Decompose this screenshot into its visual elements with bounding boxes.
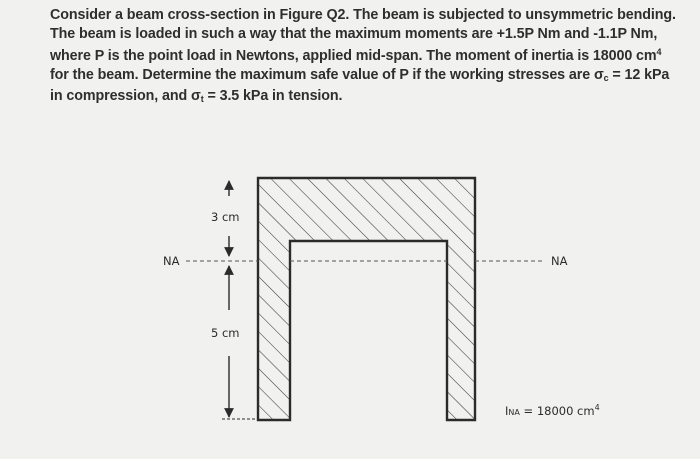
inertia-exponent: 4	[594, 403, 600, 412]
na-label-right: NA	[551, 254, 568, 268]
problem-line-2: The beam is loaded in such a way that the maximum moments are +1.5P Nm and -1.1P Nm,	[50, 25, 658, 42]
inertia-subscript: NA	[508, 408, 520, 417]
inertia-symbol: I	[505, 404, 509, 418]
dimension-label-5cm: 5 cm	[211, 326, 240, 340]
sigma-c-subscript: c	[603, 72, 609, 83]
problem-line-5-text: in compression, and σ	[50, 88, 201, 105]
sigma-t-subscript: t	[200, 94, 204, 105]
dimension-label-3cm: 3 cm	[211, 210, 240, 224]
problem-line-3-text: where P is the point load in Newtons, applied mid-span. The moment of inertia is 18000 cm	[50, 48, 657, 65]
problem-line-4-text: for the beam. Determine the maximum safe value of P if the working stresses are σ	[50, 66, 604, 83]
beam-section-shape	[258, 178, 475, 420]
problem-line-4-tail: = 12 kPa	[608, 66, 670, 83]
problem-line-5-tail: = 3.5 kPa in tension.	[203, 88, 343, 105]
exponent-4: 4	[656, 47, 662, 58]
na-label-left: NA	[163, 254, 180, 268]
problem-line-1: Consider a beam cross-section in Figure Q2. The beam is subjected to unsymmetric bending.	[50, 7, 676, 23]
moment-of-inertia-label	[505, 403, 600, 418]
inertia-value: = 18000 cm	[519, 404, 595, 418]
